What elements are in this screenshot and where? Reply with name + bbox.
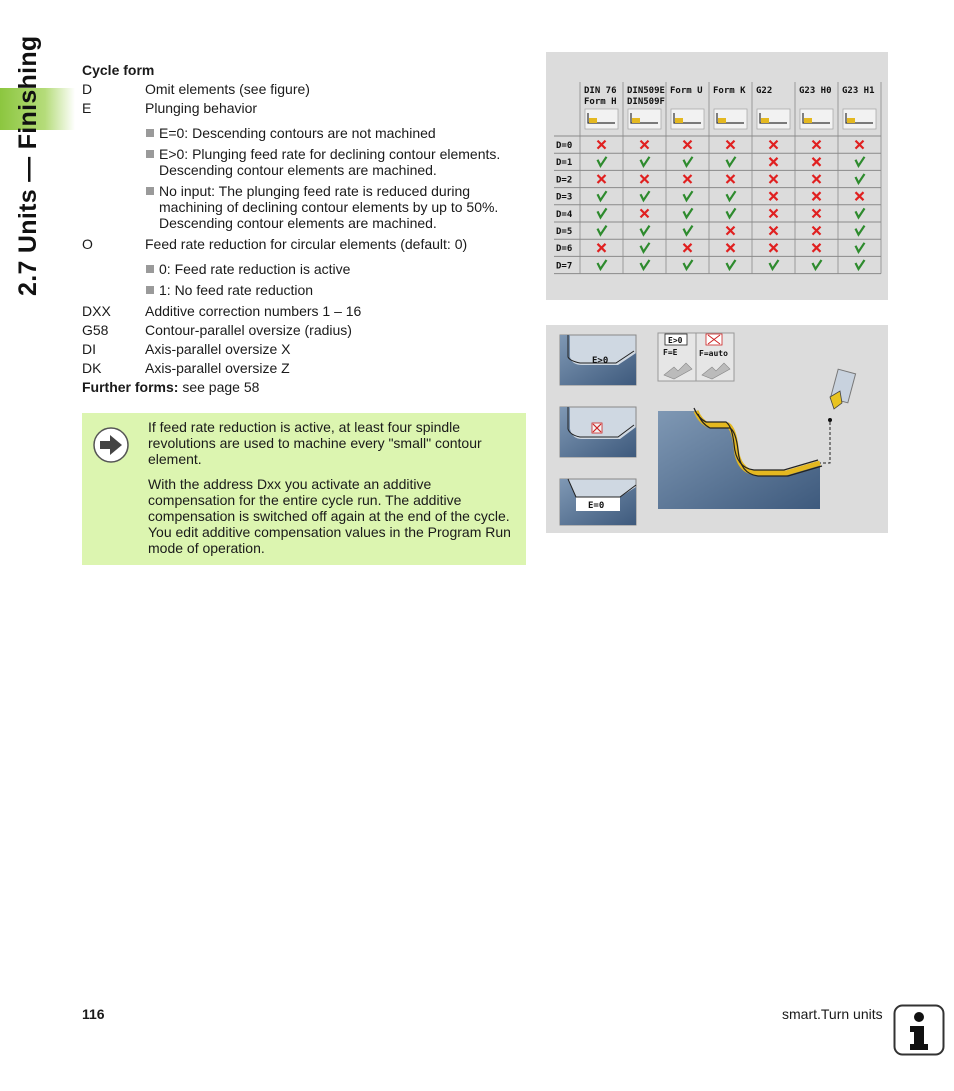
param-row bbox=[82, 100, 527, 116]
cross-icon bbox=[598, 175, 606, 183]
bullet-list-o bbox=[145, 261, 527, 298]
check-icon bbox=[727, 191, 736, 200]
param-row bbox=[82, 322, 527, 338]
cross-icon bbox=[641, 141, 649, 149]
check-icon bbox=[727, 208, 736, 217]
check-icon bbox=[856, 208, 865, 217]
param-row bbox=[82, 341, 527, 357]
note-box bbox=[82, 413, 526, 565]
check-icon bbox=[598, 208, 607, 217]
check-icon bbox=[727, 260, 736, 269]
cross-icon bbox=[770, 192, 778, 200]
table-header-label: DIN509E bbox=[627, 86, 665, 96]
cross-icon bbox=[770, 158, 778, 166]
table-header-label: Form H bbox=[584, 97, 617, 107]
profile-icon-highlight bbox=[718, 118, 726, 123]
section-heading: Cycle form bbox=[82, 62, 155, 78]
table-header-label: DIN509F bbox=[627, 97, 665, 107]
cross-icon bbox=[641, 175, 649, 183]
profile-icon-highlight bbox=[632, 118, 640, 123]
param-key: DK bbox=[82, 360, 102, 376]
cross-icon bbox=[727, 227, 735, 235]
note-paragraph: If feed rate reduction is active, at least four spindle revolutions are used to machine every "small" contour element. bbox=[148, 419, 482, 467]
check-icon bbox=[856, 226, 865, 235]
table-header-label: Form U bbox=[670, 86, 703, 96]
contour-thumbnail-e-gt0 bbox=[560, 335, 636, 385]
param-desc: Plunging behavior bbox=[145, 100, 258, 116]
check-icon bbox=[770, 260, 779, 269]
bullet-item: 1: No feed rate reduction bbox=[145, 282, 527, 298]
param-row bbox=[82, 81, 527, 97]
cross-icon bbox=[684, 141, 692, 149]
cross-icon bbox=[813, 141, 821, 149]
cross-icon bbox=[856, 141, 864, 149]
plunging-behavior-figure bbox=[546, 325, 888, 533]
check-icon bbox=[856, 243, 865, 252]
contour-thumbnail-e-none bbox=[560, 407, 636, 457]
cross-icon bbox=[770, 209, 778, 217]
param-key: E bbox=[82, 100, 92, 116]
table-row-label: D=5 bbox=[556, 227, 573, 237]
param-key: G58 bbox=[82, 322, 109, 338]
check-icon bbox=[641, 157, 650, 166]
param-desc: Feed rate reduction for circular elements (default: 0) bbox=[145, 236, 468, 252]
cross-icon bbox=[856, 192, 864, 200]
param-desc: Axis-parallel oversize X bbox=[145, 341, 291, 357]
label-f-auto: F=auto bbox=[699, 349, 728, 358]
param-desc: Additive correction numbers 1 – 16 bbox=[145, 303, 362, 319]
table-header-label: G23 H1 bbox=[842, 86, 875, 96]
check-icon bbox=[641, 191, 650, 200]
check-icon bbox=[684, 260, 693, 269]
cross-icon bbox=[813, 227, 821, 235]
plunging-diagram bbox=[546, 325, 888, 533]
profile-icon-highlight bbox=[804, 118, 812, 123]
param-desc: Contour-parallel oversize (radius) bbox=[145, 322, 352, 338]
cross-icon bbox=[813, 158, 821, 166]
label-e0: E=0 bbox=[588, 501, 605, 511]
cross-icon bbox=[813, 209, 821, 217]
check-icon bbox=[641, 226, 650, 235]
param-key: DI bbox=[82, 341, 96, 357]
table-row-label: D=2 bbox=[556, 175, 573, 186]
cross-icon bbox=[813, 244, 821, 252]
param-row bbox=[82, 303, 527, 319]
table-row-label: D=4 bbox=[556, 209, 573, 220]
check-icon bbox=[813, 260, 822, 269]
contour-thumbnail-e0 bbox=[560, 479, 636, 525]
cross-icon bbox=[598, 141, 606, 149]
further-label: Further forms: bbox=[82, 379, 179, 395]
cross-icon bbox=[641, 209, 649, 217]
table-header-label: G22 bbox=[756, 86, 773, 96]
cross-icon bbox=[727, 141, 735, 149]
param-row bbox=[82, 236, 527, 252]
cross-icon bbox=[727, 175, 735, 183]
profile-icon-highlight bbox=[675, 118, 683, 123]
softkey-f-auto bbox=[696, 333, 734, 381]
cross-icon bbox=[598, 244, 606, 252]
check-icon bbox=[856, 260, 865, 269]
param-key: DXX bbox=[82, 303, 111, 319]
table-row-label: D=3 bbox=[556, 192, 573, 203]
bullet-item: E=0: Descending contours are not machined bbox=[145, 125, 527, 141]
param-desc: Axis-parallel oversize Z bbox=[145, 360, 290, 376]
check-icon bbox=[684, 157, 693, 166]
check-icon bbox=[598, 260, 607, 269]
bullet-item: No input: The plunging feed rate is reduced during machining of declining contour elements by up to 50%. Descending contour elements are machined. bbox=[145, 183, 527, 231]
check-icon bbox=[641, 243, 650, 252]
cross-icon bbox=[770, 244, 778, 252]
parameter-list bbox=[82, 62, 527, 395]
softkey-f-e bbox=[658, 333, 696, 381]
cross-icon bbox=[813, 175, 821, 183]
info-icon bbox=[893, 1004, 945, 1056]
param-key: D bbox=[82, 81, 93, 97]
table-row-label: D=7 bbox=[556, 261, 573, 272]
check-icon bbox=[856, 174, 865, 183]
cross-icon bbox=[684, 244, 692, 252]
label-e-gt0: E>0 bbox=[592, 356, 609, 366]
param-desc: Omit elements (see figure) bbox=[145, 81, 310, 97]
profile-icon-highlight bbox=[761, 118, 769, 123]
omit-elements-table bbox=[546, 52, 888, 300]
turning-tool bbox=[820, 369, 856, 463]
table-row-label: D=1 bbox=[556, 158, 573, 169]
cross-icon bbox=[770, 141, 778, 149]
main-workpiece bbox=[658, 408, 822, 509]
cross-icon bbox=[770, 175, 778, 183]
bullet-item: 0: Feed rate reduction is active bbox=[145, 261, 527, 277]
omit-elements-figure bbox=[546, 52, 888, 300]
check-icon bbox=[598, 157, 607, 166]
check-icon bbox=[684, 226, 693, 235]
arrow-right-icon bbox=[92, 426, 130, 464]
profile-icon-highlight bbox=[847, 118, 855, 123]
cross-icon bbox=[813, 192, 821, 200]
table-row-label: D=0 bbox=[556, 141, 573, 151]
check-icon bbox=[598, 191, 607, 200]
cross-icon bbox=[770, 227, 778, 235]
check-icon bbox=[856, 157, 865, 166]
footer-chapter: smart.Turn units bbox=[782, 1006, 883, 1022]
param-key: O bbox=[82, 236, 93, 252]
cross-icon bbox=[684, 175, 692, 183]
check-icon bbox=[641, 260, 650, 269]
note-paragraph: With the address Dxx you activate an additive compensation for the entire cycle run. The additive compensation is switched off again at the end of the cycle. You edit additive compensation values in the Program Run mode of operation. bbox=[148, 476, 511, 556]
check-icon bbox=[684, 208, 693, 217]
profile-icon-highlight bbox=[589, 118, 597, 123]
table-row-label: D=6 bbox=[556, 244, 573, 255]
page-number: 116 bbox=[82, 1006, 105, 1022]
check-icon bbox=[684, 191, 693, 200]
table-header-label: DIN 76 bbox=[584, 86, 617, 96]
chapter-title: 2.7 Units — Finishing bbox=[14, 35, 42, 296]
label-e-gt0-key: E>0 bbox=[668, 336, 683, 345]
further-forms bbox=[82, 379, 527, 395]
table-header-label: Form K bbox=[713, 86, 746, 96]
check-icon bbox=[727, 157, 736, 166]
bullet-list-e bbox=[145, 125, 527, 231]
table-header-label: G23 H0 bbox=[799, 86, 832, 96]
param-row bbox=[82, 360, 527, 376]
further-text: see page 58 bbox=[178, 379, 260, 395]
bullet-item: E>0: Plunging feed rate for declining contour elements. Descending contour elements are machined. bbox=[145, 146, 527, 178]
check-icon bbox=[598, 226, 607, 235]
label-f-e: F=E bbox=[663, 348, 678, 357]
cross-icon bbox=[727, 244, 735, 252]
